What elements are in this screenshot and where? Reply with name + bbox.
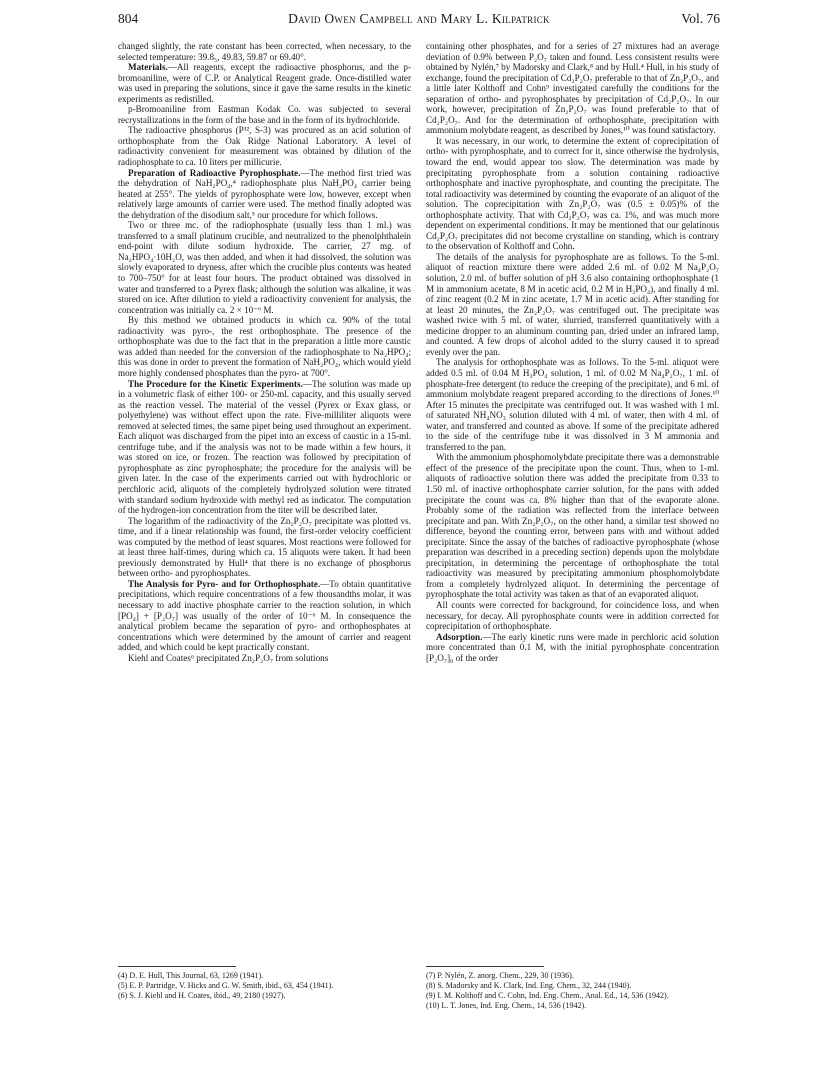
- paragraph: [426, 252, 719, 357]
- footnote: (6) S. J. Kiehl and H. Coates, ibid., 49, 2180 (1927).: [118, 991, 286, 1000]
- section-heading: Adsorption.: [436, 631, 483, 642]
- paragraph-text: By this method we obtained products in which ca. 90% of the total radioactivity was pyro-, the rest orthophosphate. The presence of the orthophosphate was due to the fact that in the preparation a little more caustic was added than needed for the conversion of the radiophosphate to Na₂HPO₄; this was done in order to prevent the formation of NaH₂PO₄, which would yield more highly condensed phosphates than the pyro- at 700°.: [118, 315, 411, 378]
- paragraph-text: All counts were corrected for background, for coincidence loss, and when necessary, for decay. All pyrophosphate counts were in addition corrected for coprecipitation of orthophosphate.: [426, 599, 719, 632]
- paragraph-text: —The early kinetic runs were made in perchloric acid solution more concentrated than 0.1 M, with the initial pyrophosphate concentration [P₂O₇]₀ of the order: [426, 631, 719, 663]
- section-heading: Materials.: [128, 62, 168, 73]
- paragraph-text: The radioactive phosphorus (P³², S-3) was procured as an acid solution of orthophosphate from the Oak Ridge National Laboratory. A level of radioactivity convenient for measurement was obtained by dilution of the radiophosphate to ca. 10 liters per millicurie.: [118, 125, 411, 168]
- paragraph: [118, 379, 411, 516]
- paragraph: [426, 41, 719, 136]
- paragraph: [426, 600, 719, 632]
- section-heading: The Analysis for Pyro- and for Orthophosphate.: [128, 578, 321, 589]
- paragraph-text: Two or three mc. of the radiophosphate (usually less than 1 ml.) was transferred to a small platinum crucible, and neutralized to the phenolphthalein end-point with dilute sodium hydroxide. The carrier, 27 mg. of Na₂HPO₄·10H₂O, was then added, and when it had dissolved, the solution was slowly evaporated to dryness, after which the crucible plus contents was heated to 700–750° for at least four hours. The product obtained was dissolved in water and transferred to a Pyrex flask; although the solution was alkaline, it was stored on ice. After dilution to yield a radioactivity convenient for analysis, the concentration was initially ca. 2 × 10⁻⁶ M.: [118, 220, 411, 315]
- footnotes-right: [426, 971, 719, 1011]
- paragraph: [118, 516, 411, 579]
- paragraph-text: changed slightly, the rate constant has been corrected, when necessary, to the selected temperature: 39.8₅, 49.83, 59.87 or 69.40°.: [118, 41, 411, 62]
- paragraph-text: It was necessary, in our work, to determine the extent of coprecipitation of ortho- with pyrophosphate, and to correct for it, since otherwise the hydrolysis, toward the end, would appear too slow. The determination was made by precipitating pyrophosphate from a solution containing radioactive orthophosphate and inactive pyrophosphate, and counting the precipitate. The total radioactivity was determined by counting the evaporate of an aliquot of the solution. The coprecipitation with Zn₂P₂O₇ was (0.5 ± 0.05)% of the orthophosphate activity. That with Cd₂P₂O₇ was ca. 1%, and was much more dependent on experimental conditions. It may be mentioned that our gelatinous Cd₂P₂O₇ precipitates did not become crystalline on standing, which is contrary to the observation of Kolthoff and Cohn.: [426, 135, 719, 252]
- footnote: (5) E. P. Partridge, V. Hicks and G. W. Smith, ibid., 63, 454 (1941).: [118, 981, 334, 990]
- footnote: (8) S. Madorsky and K. Clark, Ind. Eng. Chem., 32, 244 (1940).: [426, 981, 632, 990]
- paragraph-text: containing other phosphates, and for a series of 27 mixtures had an average deviation of 0.9% between P₂O₇ taken and found. Less consistent results were obtained by Nylén,⁷ by Madorsky and Clark,⁸ and by Hull.⁴ Hull, in his study of exchange, found the precipitation of Cd₂P₂O₇ preferable to that of Zn₂P₂O₇, and a little later Kolthoff and Cohn⁹ investigated carefully the conditions for the separation of ortho- and pyrophosphates by precipitation of Cd₂P₂O₇. In our work, however, precipitation of Zn₂P₂O₇ was found preferable to that of Cd₂P₂O₇. And for the determination of orthophosphate, precipitation with ammonium molybdate reagent, as described by Jones,¹⁰ was found satisfactory.: [426, 41, 719, 136]
- page-header: [118, 11, 720, 31]
- paragraph-text: —The method first tried was the dehydration of NaH₂PO₄,⁴ radiophosphate plus NaH₂PO₄ carrier being heated at 255°. The yields of pyrophosphate were low, however, except when relatively large amounts of carrier were used. The method finally adopted was the dehydration of the disodium salt,⁵ our procedure for which follows.: [118, 167, 411, 220]
- paragraph: [426, 632, 719, 664]
- paragraph-text: p-Bromoaniline from Eastman Kodak Co. was subjected to several recrystallizations in the form of the base and in the form of its hydrochloride.: [118, 104, 411, 125]
- paragraph: [118, 62, 411, 104]
- page-number: 804: [118, 11, 139, 26]
- footnote: (10) L. T. Jones, Ind. Eng. Chem., 14, 536 (1942).: [426, 1001, 587, 1010]
- paragraph-text: With the ammonium phosphomolybdate precipitate there was a demonstrable effect of the presence of the precipitate upon the count. Thus, when to 1-ml. aliquots of radioactive solution there was added the precipitate from 0.33 to 1.50 ml. of inactive orthophosphate carrier solution, for the pans with added precipitate the count was ca. 8% higher than that of the evaporate alone. Probably some of the radiation was reflected from the interface between precipitate and pan. With Zn₂P₂O₇, on the other hand, a similar test showed no difference, beyond the counting error, between pans with and without added precipitate. Since the assay of the batches of radioactive pyrophosphate (whose preparation was described in a preceding section) depends upon the molybdate precipitation, in determining the percentage of orthophosphate the total radioactivity was measured by precipitating ammonium phosphomolybdate from a completely hydrolyzed aliquot. In determining the percentage of pyrophosphate the total activity was taken as that of an evaporated aliquot.: [426, 452, 719, 600]
- footnote: (4) D. E. Hull, This Journal, 63, 1269 (1941).: [118, 971, 264, 980]
- footnotes-left: [118, 971, 411, 1001]
- paragraph-text: —The solution was made up in a volumetric flask of either 100- or 250-ml. capacity, and this usually served as the reaction vessel. The material of the vessel (Pyrex or Exax glass, or polyethylene) was without effect upon the rate. Five-milliliter aliquots were removed at selected times, the same pipet being used throughout an experiment. Each aliquot was discharged from the pipet into an excess of caustic in a 15-ml. centrifuge tube, and if the analysis was not to be made within a few hours, it was stored on ice, or frozen. The reaction was followed by precipitation of pyrophosphate as zinc pyrophosphate; the procedure for the analysis will be given later. In the case of the experiments carried out with hydrochloric or perchloric acid, aliquots of the completely hydrolyzed solution were titrated with standard sodium hydroxide with methyl red as indicator. The computation of the hydrogen-ion concentration from the titer will be described later.: [118, 378, 412, 516]
- footnote-rule-right: [426, 966, 544, 967]
- paragraph-text: The details of the analysis for pyrophosphate are as follows. To the 5-ml. aliquot of reaction mixture there were added 2.6 ml. of 0.02 M Na₄P₂O₇ solution, 2.0 ml. of buffer solution of pH 3.6 also containing orthophosphate (1 M in ammonium acetate, 8 M in acetic acid, 0.2 M in H₃PO₄), and finally 4 ml. of zinc reagent (0.2 M in zinc acetate, 1.7 M in acetic acid). After standing for at least 20 minutes, the Zn₂P₂O₇ was centrifuged out. The precipitate was washed twice with 5 ml. of water, slurried, transferred quantitatively with a medicine dropper to an aluminum counting pan, dried under an infrared lamp, and counted. A few drops of alcohol added to the slurry caused it to spread evenly over the pan.: [426, 251, 719, 357]
- paragraph: [118, 653, 411, 664]
- left-column: [118, 41, 411, 663]
- footnote-rule-left: [118, 966, 236, 967]
- paragraph: [118, 104, 411, 125]
- paragraph-text: Kiehl and Coates⁶ precipitated Zn₂P₂O₇ from solutions: [128, 652, 329, 663]
- paragraph: [118, 125, 411, 167]
- paragraph: [426, 136, 719, 252]
- footnote: (7) P. Nylén, Z. anorg. Chem., 229, 30 (1936).: [426, 971, 574, 980]
- paragraph-text: The logarithm of the radioactivity of the Zn₂P₂O₇ precipitate was plotted vs. time, and if a linear relationship was found, the first-order velocity coefficient was computed by the method of least squares. Most reactions were followed for at least three half-times, during which ca. 15 aliquots were taken. It had been previously demonstrated by Hull⁴ that there is no exchange of phosphorus between ortho- and pyrophosphates.: [118, 515, 411, 579]
- paragraph: [118, 579, 411, 653]
- running-head-authors: David Owen Campbell and Mary L. Kilpatrick: [288, 11, 550, 26]
- footnote: (9) I. M. Kolthoff and C. Cohn, Ind. Eng. Chem., Anal. Ed., 14, 536 (1942).: [426, 991, 669, 1000]
- paragraph: [426, 452, 719, 600]
- section-heading: Preparation of Radioactive Pyrophosphate.: [128, 167, 301, 178]
- paragraph: [118, 168, 411, 221]
- paragraph: [426, 357, 719, 452]
- volume-label: Vol. 76: [681, 11, 720, 26]
- section-heading: The Procedure for the Kinetic Experiments.: [128, 378, 303, 389]
- paragraph-text: —To obtain quantitative precipitations, which require concentrations of a few thousandths molar, it was necessary to add inactive phosphate carrier to the reaction solution, in which [PO₄] + [P₂O₇] was usually of the order of 10⁻⁶ M. In consequence the analytical problem became the separation of pyro- and orthophosphates at concentrations which were determined by the amount of carrier and reagent added, and which could be kept practically constant.: [118, 578, 411, 653]
- right-column: [426, 41, 719, 663]
- paragraph-text: —All reagents, except the radioactive phosphorus, and the p-bromoaniline, were of C.P. or Analytical Reagent grade. Once-distilled water was used in preparing the solutions, since it gave the same results in the kinetic experiments as redistilled.: [118, 62, 411, 104]
- paragraph: [118, 220, 411, 315]
- paragraph: [118, 41, 411, 62]
- paragraph: [118, 315, 411, 378]
- paragraph-text: The analysis for orthophosphate was as follows. To the 5-ml. aliquot were added 0.5 ml. of 0.04 M H₃PO₄ solution, 1 ml. of 0.02 M Na₄P₂O₇, 1 ml. of phosphate-free detergent (to reduce the creeping of the precipitate), and 6 ml. of ammonium molybdate reagent prepared according to the directions of Jones.¹⁰ After 15 minutes the precipitate was centrifuged out. It was washed with 1 ml. of saturated NH₄NO₃ solution diluted with 4 ml. of water, then with 4 ml. of water, and transferred and counted as above. If some of the precipitate adhered to the side of the centrifuge tube it was dissolved in 3 M ammonia and transferred to the pan.: [426, 357, 719, 452]
